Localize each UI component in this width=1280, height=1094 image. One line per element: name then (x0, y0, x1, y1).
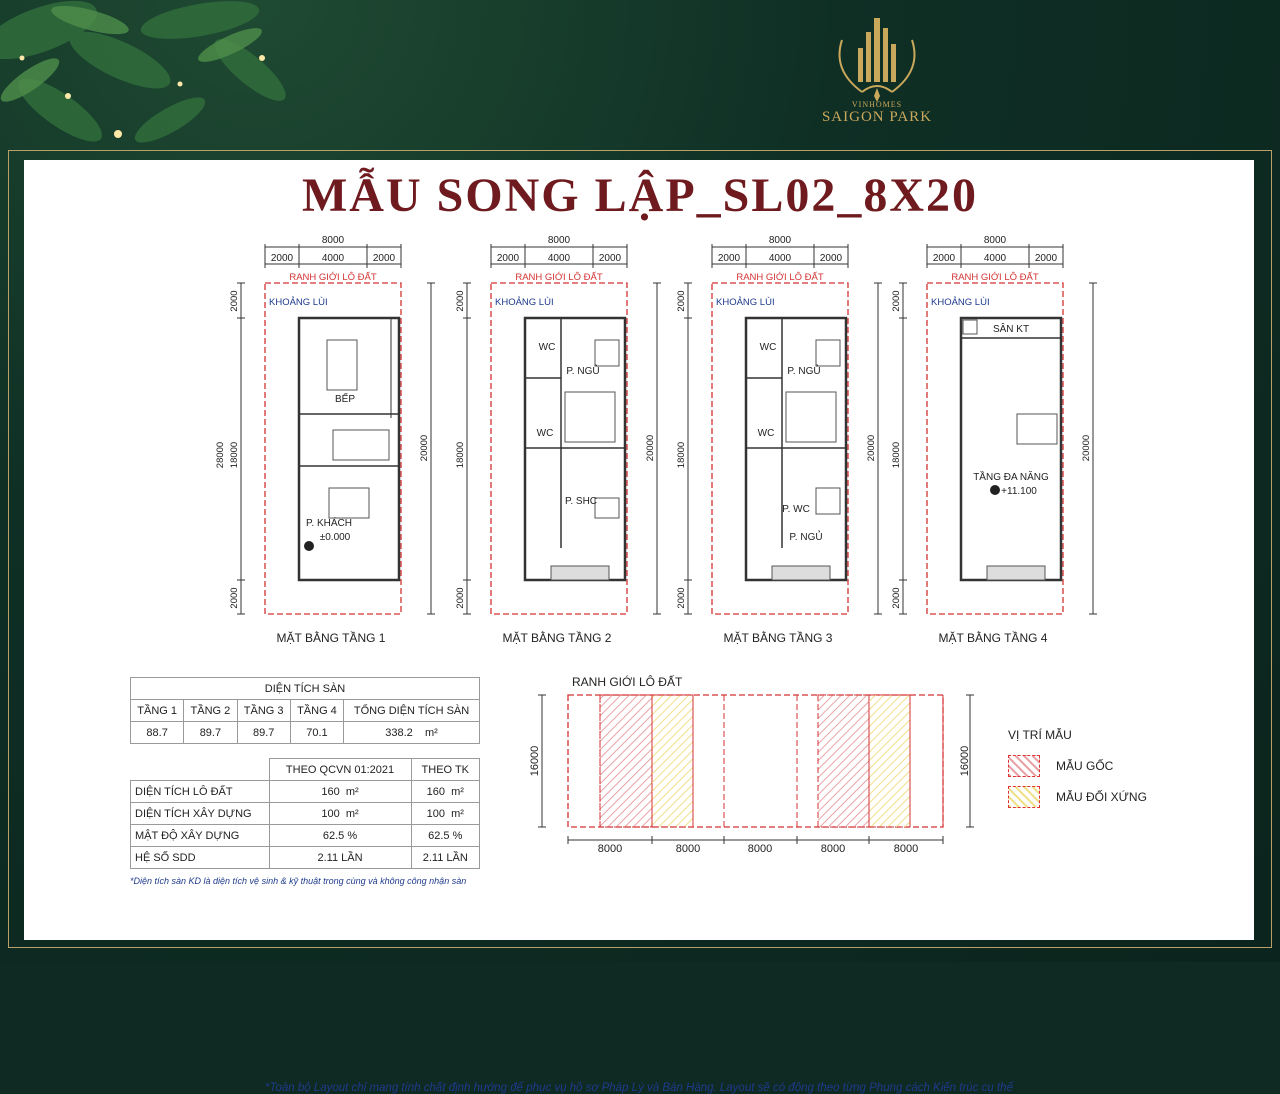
staircase (565, 392, 615, 442)
spec-table (130, 758, 480, 869)
bed (595, 340, 619, 366)
elevation-label: +11.100 (1001, 486, 1037, 497)
legend-item-mirrored (1008, 786, 1147, 808)
boundary-label: RANH GIỚI LÔ ĐẤT (289, 272, 377, 283)
room-label: P. SHC (564, 496, 598, 507)
spec-label: DIỆN TÍCH XÂY DỰNG (131, 803, 270, 825)
site-dim-label: 16000 (529, 745, 541, 777)
bed (816, 340, 840, 366)
spec-tk: 100 m² (411, 803, 479, 825)
area-header-2: TẦNG 2 (184, 700, 237, 722)
spec-header-tk: THEO TK (411, 759, 479, 781)
room-label: TẦNG ĐA NĂNG (973, 472, 1049, 483)
dim-part-label: 4000 (547, 253, 571, 264)
dim-part-label: 18000 (455, 441, 466, 469)
room-label: P. NGỦ (566, 366, 600, 377)
building-outline (525, 318, 625, 580)
legend-item-original (1008, 755, 1113, 777)
site-dim-label: 16000 (959, 745, 971, 777)
site-dim-label: 8000 (820, 843, 846, 855)
dim-part-label: 2000 (598, 253, 622, 264)
boundary-label: RANH GIỚI LÔ ĐẤT (515, 272, 603, 283)
dim-part-label: 2000 (819, 253, 843, 264)
brand-subtitle: VINHOMES (851, 100, 903, 109)
staircase (786, 392, 836, 442)
spec-qcvn: 2.11 LẦN (269, 847, 411, 869)
dim-right-label: 20000 (1081, 434, 1092, 462)
dim-part-label: 2000 (891, 587, 902, 609)
dim-part-label: 2000 (932, 253, 956, 264)
plan-caption: MẶT BẰNG TẦNG 4 (938, 631, 1048, 645)
dim-part-label: 2000 (229, 290, 240, 312)
dim-part-label: 2000 (496, 253, 520, 264)
dim-part-label: 4000 (983, 253, 1007, 264)
room-label: P. WC (782, 504, 810, 515)
room-label: BẾP (334, 394, 356, 405)
dim-part-label: 4000 (768, 253, 792, 264)
dim-part-label: 2000 (372, 253, 396, 264)
setback-label: KHOẢNG LÙI (269, 297, 328, 308)
legend-title: VỊ TRÍ MẪU (1008, 728, 1072, 742)
floor-area-title: DIỆN TÍCH SÀN (131, 678, 480, 700)
room-label: WC (757, 428, 775, 439)
site-plan-title: RANH GIỚI LÔ ĐẤT (572, 675, 683, 689)
setback-label: KHOẢNG LÙI (716, 297, 775, 308)
plan-caption: MẶT BẰNG TẦNG 3 (723, 631, 833, 645)
legend-label: MẪU GỐC (1056, 759, 1114, 773)
page-title: MẪU SONG LẬP_SL02_8X20 (301, 169, 979, 222)
lot-original (600, 695, 652, 827)
lot-original (818, 695, 869, 827)
spec-label: DIỆN TÍCH LÔ ĐẤT (131, 781, 270, 803)
area-value-3: 89.7 (237, 722, 290, 744)
area-total-number: 338.2 (385, 726, 413, 739)
dim-part-label: 2000 (676, 587, 687, 609)
spec-header-qcvn: THEO QCVN 01:2021 (269, 759, 411, 781)
dim-right-label: 20000 (866, 434, 877, 462)
spec-corner (131, 759, 270, 781)
plan-caption: MẶT BẰNG TẦNG 2 (502, 631, 612, 645)
balcony (987, 566, 1045, 580)
lot-mirrored (869, 695, 910, 827)
area-header-1: TẦNG 1 (131, 700, 184, 722)
setback-label: KHOẢNG LÙI (495, 297, 554, 308)
dim-part-label: 2000 (1034, 253, 1058, 264)
plan-caption: MẶT BẰNG TẦNG 1 (276, 631, 386, 645)
dim-total-label: 28000 (215, 441, 226, 469)
boundary-label: RANH GIỚI LÔ ĐẤT (736, 272, 824, 283)
area-value-1: 88.7 (131, 722, 184, 744)
legend-label: MẪU ĐỐI XỨNG (1056, 790, 1147, 804)
room-label: WC (759, 342, 777, 353)
spec-tk: 2.11 LẦN (411, 847, 479, 869)
level-marker-icon (990, 485, 1000, 495)
balcony (772, 566, 830, 580)
dim-part-label: 2000 (270, 253, 294, 264)
dim-part-label: 2000 (676, 290, 687, 312)
spec-qcvn: 160 m² (269, 781, 411, 803)
site-dim-label: 8000 (747, 843, 773, 855)
site-dim-label: 8000 (893, 843, 919, 855)
setback-label: KHOẢNG LÙI (931, 297, 990, 308)
spec-qcvn: 62.5 % (269, 825, 411, 847)
dim-part-label: 2000 (717, 253, 741, 264)
spec-row (131, 803, 480, 825)
room-label: P. NGỦ (789, 532, 823, 543)
area-total-unit: m² (425, 726, 438, 739)
dim-right-label: 20000 (419, 434, 430, 462)
lot-mirrored (652, 695, 693, 827)
dim-total-label: 8000 (547, 235, 571, 246)
dim-part-label: 2000 (455, 587, 466, 609)
spec-tk: 62.5 % (411, 825, 479, 847)
site-dim-label: 8000 (597, 843, 623, 855)
spec-label: MẬT ĐỘ XÂY DỰNG (131, 825, 270, 847)
dim-part-label: 2000 (891, 290, 902, 312)
dim-total-label: 8000 (983, 235, 1007, 246)
spec-tk: 160 m² (411, 781, 479, 803)
bed (595, 498, 619, 518)
dim-part-label: 2000 (229, 587, 240, 609)
site-dim-label: 8000 (675, 843, 701, 855)
building-outline (961, 318, 1061, 580)
area-footnote: *Diện tích sàn KD là diện tích vệ sinh & kỹ thuật trong cùng và không công nhận sàn (130, 876, 467, 886)
room-label: SÂN KT (992, 324, 1030, 335)
area-header-total: TỔNG DIỆN TÍCH SÀN (344, 700, 480, 722)
dim-part-label: 4000 (321, 253, 345, 264)
dim-part-label: 18000 (676, 441, 687, 469)
sofa-set (329, 488, 369, 518)
staircase (333, 430, 389, 460)
technical-shaft (963, 320, 977, 334)
spec-qcvn: 100 m² (269, 803, 411, 825)
spec-row (131, 781, 480, 803)
spec-row (131, 825, 480, 847)
boundary-label: RANH GIỚI LÔ ĐẤT (951, 272, 1039, 283)
hatch-swatch-icon (1008, 786, 1040, 808)
bed (816, 488, 840, 514)
floor-area-table (130, 677, 480, 744)
brand-name: SAIGON PARK (821, 109, 933, 125)
elevation-label: ±0.000 (319, 532, 351, 543)
room-label: P. NGỦ (787, 366, 821, 377)
dim-total-label: 8000 (321, 235, 345, 246)
dining-table (327, 340, 357, 390)
room-label: WC (538, 342, 556, 353)
dim-right-label: 20000 (645, 434, 656, 462)
spec-row (131, 847, 480, 869)
hatch-swatch-icon (1008, 755, 1040, 777)
room-label: WC (536, 428, 554, 439)
balcony (551, 566, 609, 580)
dim-part-label: 2000 (455, 290, 466, 312)
area-header-3: TẦNG 3 (237, 700, 290, 722)
level-marker-icon (304, 541, 314, 551)
area-value-4: 70.1 (290, 722, 343, 744)
spec-label: HỆ SỐ SDD (131, 847, 270, 869)
area-value-total (344, 722, 480, 744)
staircase (1017, 414, 1057, 444)
room-label: P. KHÁCH (306, 518, 352, 529)
dim-part-label: 18000 (891, 441, 902, 469)
area-header-4: TẦNG 4 (290, 700, 343, 722)
dim-total-label: 8000 (768, 235, 792, 246)
bottom-note: *Toàn bộ Layout chỉ mang tính chất định hướng để phục vụ hồ sơ Pháp Lý và Bán Hàng. Layout sẽ có động theo từng Phung cách Kiến trúc cụ thể (265, 1082, 1013, 1094)
area-value-2: 89.7 (184, 722, 237, 744)
dim-part-label: 18000 (229, 441, 240, 469)
